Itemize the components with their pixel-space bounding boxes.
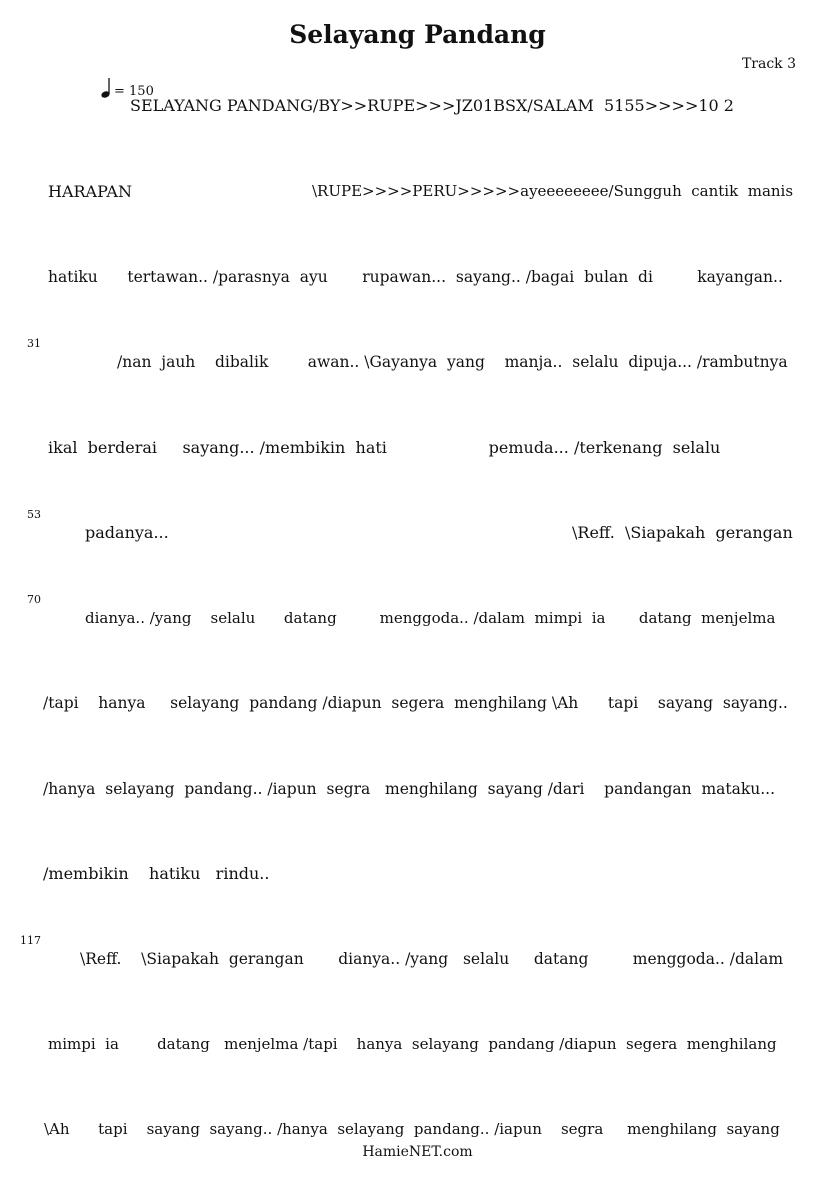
lyric-line: /hanya selayang pandang.. /iapun segra menghilang sayang /dari pandangan mataku... xyxy=(43,780,776,798)
quarter-note-icon xyxy=(100,77,112,99)
lyric-line: HARAPAN xyxy=(48,182,132,201)
lyric-line: /membikin hatiku rindu.. xyxy=(43,864,270,883)
measure-number: 70 xyxy=(27,593,41,606)
lyric-line: padanya... xyxy=(85,523,169,542)
lyric-line: mimpi ia datang menjelma /tapi hanya selayang pandang /diapun segera menghilang xyxy=(48,1035,777,1053)
lyric-line: hatiku tertawan.. /parasnya ayu rupawan... sayang.. /bagai bulan di kayangan.. xyxy=(48,268,783,286)
tempo-value: = 150 xyxy=(114,84,154,99)
track-label: Track 3 xyxy=(741,56,796,72)
lyric-line: SELAYANG PANDANG/BY>>RUPE>>>JZ01BSX/SALAM 5155>>>>10 2 xyxy=(130,96,734,115)
measure-number: 53 xyxy=(27,508,41,521)
lyric-line: \Reff. \Siapakah gerangan xyxy=(572,523,793,542)
lyric-line: /nan jauh dibalik awan.. \Gayanya yang manja.. selalu dipuja... /rambutnya xyxy=(117,353,788,371)
lyric-line: ikal berderai sayang... /membikin hati pemuda... /terkenang selalu xyxy=(48,438,721,457)
measure-number: 31 xyxy=(27,337,41,350)
lyric-line: \Reff. \Siapakah gerangan dianya.. /yang selalu datang menggoda.. /dalam xyxy=(80,950,784,968)
lyric-line: /tapi hanya selayang pandang /diapun segera menghilang \Ah tapi sayang sayang.. xyxy=(43,694,788,712)
lyric-line: \Ah tapi sayang sayang.. /hanya selayang pandang.. /iapun segra menghilang sayang xyxy=(44,1120,780,1138)
lyric-line: dianya.. /yang selalu datang menggoda.. /dalam mimpi ia datang menjelma xyxy=(85,609,776,627)
song-title: Selayang Pandang xyxy=(289,20,546,49)
footer-credit: HamieNET.com xyxy=(362,1144,473,1160)
lyric-line: \RUPE>>>>PERU>>>>>ayeeeeeeee/Sungguh cantik manis xyxy=(312,182,794,200)
measure-number: 117 xyxy=(20,934,41,947)
